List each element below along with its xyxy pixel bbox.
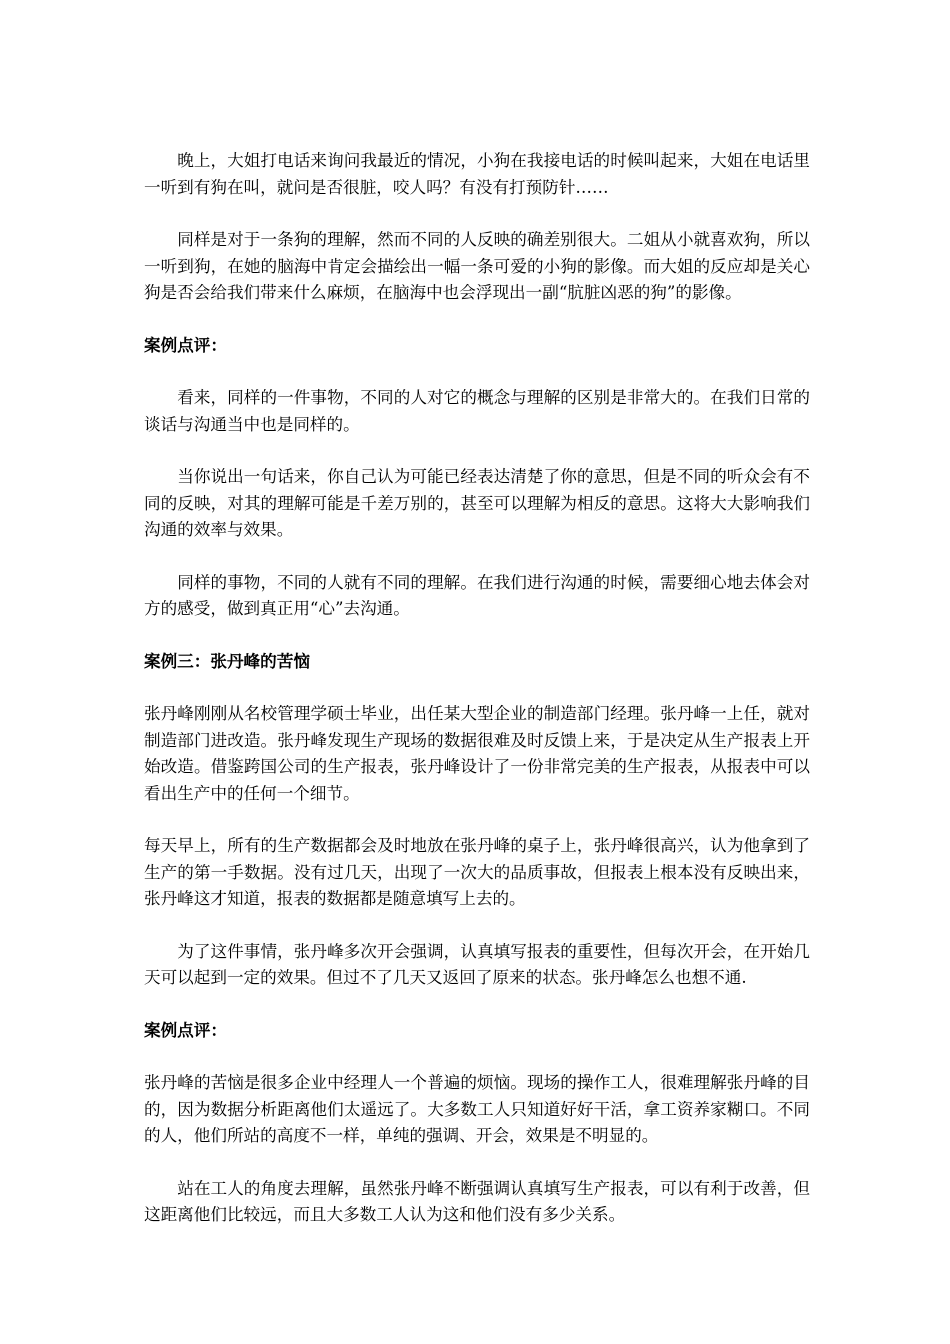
heading-case-three: 案例三：张丹峰的苦恼 [144, 651, 310, 671]
paragraph-comment-workers: 站在工人的角度去理解，虽然张丹峰不断强调认真填写生产报表，可以有利于改善，但这距离他们比较远，而且大多数工人认为这和他们没有多少关系。 [144, 1178, 810, 1224]
document-page [144, 148, 810, 1255]
heading-case-comment-1: 案例点评： [144, 335, 227, 355]
paragraph-comment-listeners: 当你说出一句话来，你自己认为可能已经表达清楚了你的意思，但是不同的听众会有不同的反映，对其的理解可能是千差万别的，甚至可以理解为相反的意思。这将大大影响我们沟通的效率与效果。 [144, 467, 810, 539]
paragraph-dog-understanding: 同样是对于一条狗的理解，然而不同的人反映的确差别很大。二姐从小就喜欢狗，所以一听到狗，在她的脑海中肯定会描绘出一幅一条可爱的小狗的影像。而大姐的反应却是关心狗是否会给我们带来什么麻烦，在脑海中也会浮现出一副“肮脏凶恶的狗”的影像。 [144, 230, 810, 302]
paragraph-zhang-incident: 每天早上，所有的生产数据都会及时地放在张丹峰的桌子上，张丹峰很高兴，认为他拿到了生产的第一手数据。没有过几天，出现了一次大的品质事故，但报表上根本没有反映出来，张丹峰这才知道，报表的数据都是随意填写上去的。 [144, 836, 810, 908]
paragraph-sister-phone-call: 晚上，大姐打电话来询问我最近的情况，小狗在我接电话的时候叫起来，大姐在电话里一听到有狗在叫，就问是否很脏，咬人吗？有没有打预防针…… [144, 151, 810, 197]
paragraph-comment-worries: 张丹峰的苦恼是很多企业中经理人一个普遍的烦恼。现场的操作工人，很难理解张丹峰的目的，因为数据分析距离他们太遥远了。大多数工人只知道好好干活，拿工资养家糊口。不同的人，他们所站的高度不一样，单纯的强调、开会，效果是不明显的。 [144, 1073, 810, 1145]
heading-case-comment-2: 案例点评： [144, 1020, 227, 1040]
paragraph-zhang-intro: 张丹峰刚刚从名校管理学硕士毕业，出任某大型企业的制造部门经理。张丹峰一上任，就对制造部门进改造。张丹峰发现生产现场的数据很难及时反馈上来，于是决定从生产报表上开始改造。借鉴跨国公司的生产报表，张丹峰设计了一份非常完美的生产报表，从报表中可以看出生产中的任何一个细节。 [144, 704, 810, 803]
paragraph-comment-heart: 同样的事物，不同的人就有不同的理解。在我们进行沟通的时候，需要细心地去体会对方的感受，做到真正用“心”去沟通。 [144, 572, 810, 618]
paragraph-zhang-meetings: 为了这件事情，张丹峰多次开会强调，认真填写报表的重要性，但每次开会，在开始几天可以起到一定的效果。但过不了几天又返回了原来的状态。张丹峰怎么也想不通. [144, 941, 810, 987]
paragraph-comment-concept: 看来，同样的一件事物，不同的人对它的概念与理解的区别是非常大的。在我们日常的谈话与沟通当中也是同样的。 [144, 388, 810, 434]
